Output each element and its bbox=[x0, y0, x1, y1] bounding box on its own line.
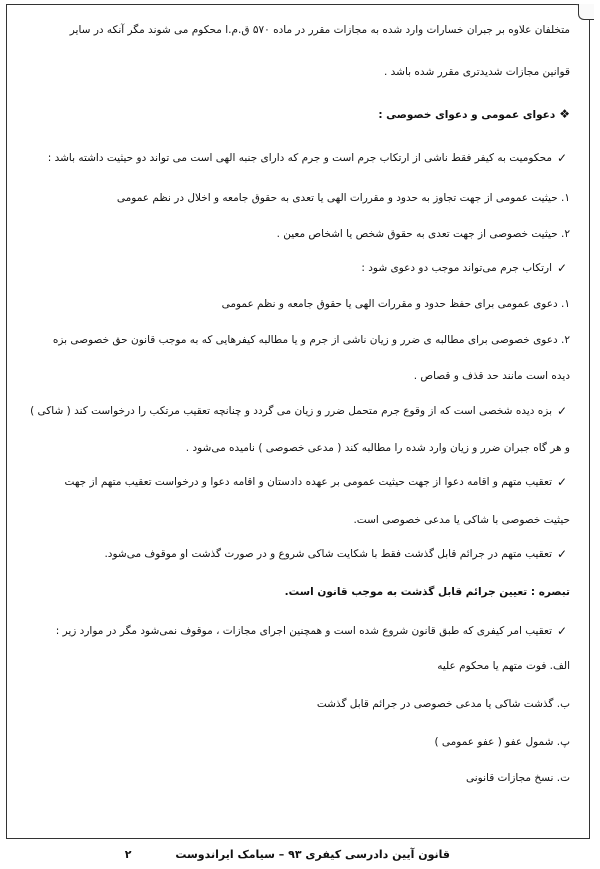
bullet-item: ارتکاب جرم می‌تواند موجب دو دعوی شود : bbox=[361, 262, 552, 274]
section-heading bbox=[25, 106, 570, 123]
bullet-item: تعقیب متهم و اقامه دعوا از جهت حیثیت عمومی بر عهده دادستان و اقامه دعوا و درخواست تعقیب متهم از جهت bbox=[64, 476, 552, 488]
page-footer bbox=[124, 848, 450, 861]
sub-list-item: پ. شمول عفو ( عفو عمومی ) bbox=[434, 736, 570, 748]
sub-list-item: ب. گذشت شاکی یا مدعی خصوصی در جرائم قابل گذشت bbox=[316, 698, 570, 710]
paragraph-line: متخلفان علاوه بر جبران خسارات وارد شده به مجازات مقرر در ماده ۵۷۰ ق.م.ا محکوم می شوند مگر آنکه در سایر bbox=[69, 24, 570, 36]
checkmark-icon: ✓ bbox=[556, 624, 568, 638]
checkmark-icon: ✓ bbox=[556, 151, 568, 165]
list-item: ۱. دعوی عمومی برای حفظ حدود و مقررات الهی یا حقوق جامعه و نظم عمومی bbox=[221, 298, 570, 310]
bullet-item-continuation: حیثیت خصوصی با شاکی یا مدعی خصوصی است. bbox=[353, 514, 570, 526]
diamond-icon: ❖ bbox=[559, 107, 570, 121]
footer-title: قانون آیین دادرسی کیفری ۹۳ – سیامک ایراندوست bbox=[175, 848, 450, 861]
list-item-continuation: دیده است مانند حد قذف و قصاص . bbox=[413, 370, 570, 382]
bullet-item: بزه دیده شخصی است که از وقوع جرم متحمل ضرر و زیان می گردد و چنانچه تعقیب مرتکب را درخواست کند ( شاکی ) bbox=[30, 405, 552, 417]
sub-list-item: الف. فوت متهم یا محکوم علیه bbox=[437, 660, 570, 672]
sub-list-item: ت. نسخ مجازات قانونی bbox=[465, 772, 570, 784]
page-fold-corner bbox=[578, 4, 594, 20]
page-frame bbox=[6, 4, 590, 839]
paragraph-line: قوانین مجازات شدیدتری مقرر شده باشد . bbox=[383, 66, 570, 78]
list-item: ۱. حیثیت عمومی از جهت تجاوز به حدود و مقررات الهی یا تعدی به حقوق جامعه و اخلال در نظم عمومی bbox=[116, 192, 570, 204]
section-heading-text: دعوای عمومی و دعوای خصوصی : bbox=[378, 109, 556, 121]
bullet-item: محکومیت به کیفر فقط ناشی از ارتکاب جرم است و جرم که دارای جنبه الهی است می تواند دو حیثیت داشته باشد : bbox=[47, 152, 552, 164]
checkmark-icon: ✓ bbox=[556, 261, 568, 275]
list-item: ۲. دعوی خصوصی برای مطالبه ی ضرر و زیان ناشی از جرم و یا مطالبه کیفرهایی که به موجب قانون حق خصوصی بزه bbox=[52, 334, 570, 346]
note-line: تبصره : تعیین جرائم قابل گذشت به موجب قانون است. bbox=[284, 586, 570, 598]
page-number: ۲ bbox=[124, 848, 132, 861]
checkmark-icon: ✓ bbox=[556, 475, 568, 489]
checkmark-icon: ✓ bbox=[556, 547, 568, 561]
bullet-item: تعقیب متهم در جرائم قابل گذشت فقط با شکایت شاکی شروع و در صورت گذشت او موقوف می‌شود. bbox=[104, 548, 552, 560]
list-item: ۲. حیثیت خصوصی از جهت تعدی به حقوق شخص یا اشخاص معین . bbox=[276, 228, 570, 240]
checkmark-icon: ✓ bbox=[556, 404, 568, 418]
bullet-item: تعقیب امر کیفری که طبق قانون شروع شده است و همچنین اجرای مجازات ، موقوف نمی‌شود مگر در موارد زیر : bbox=[55, 625, 552, 637]
bullet-item-continuation: و هر گاه جبران ضرر و زیان وارد شده را مطالبه کند ( مدعی خصوصی ) نامیده می‌شود . bbox=[185, 442, 570, 454]
